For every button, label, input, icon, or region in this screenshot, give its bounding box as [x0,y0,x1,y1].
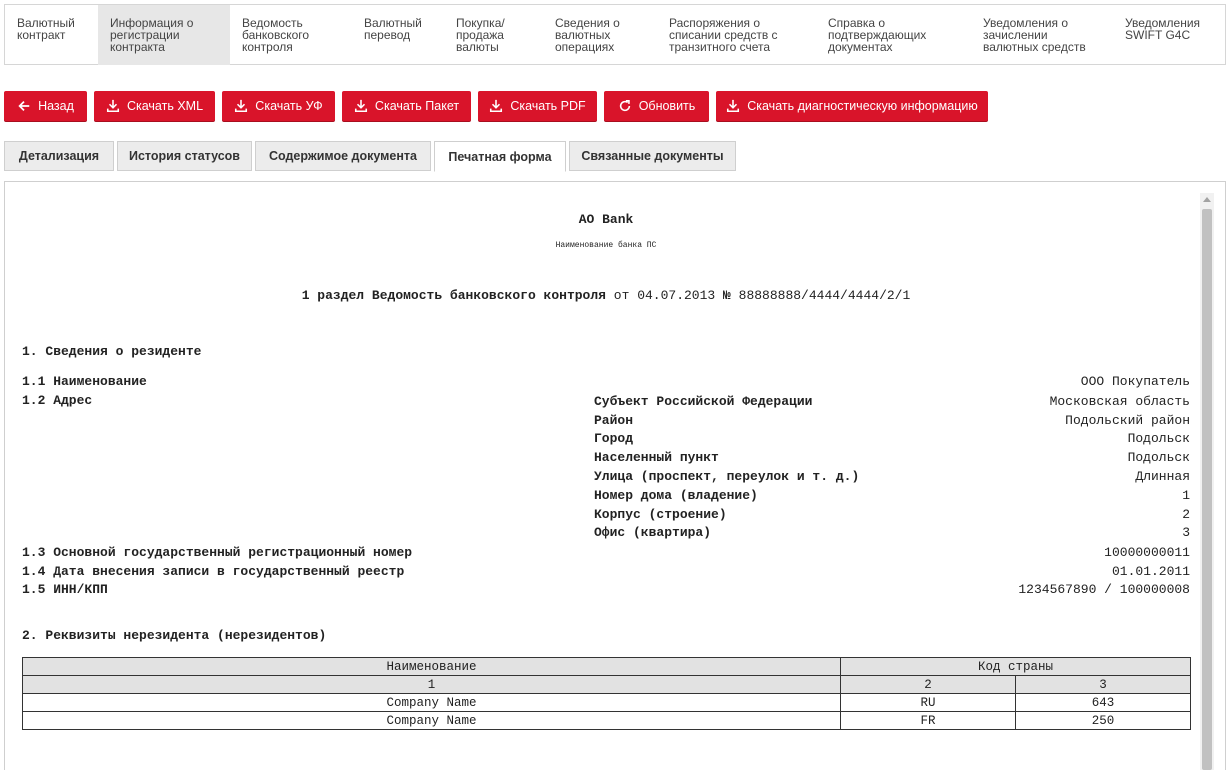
address-field-value: 3 [1182,525,1190,540]
name-value: ООО Покупатель [1080,374,1190,389]
download-packet-label: Скачать Пакет [374,99,460,113]
tab-print-form[interactable] [434,141,566,172]
document-title [0,288,1212,304]
download-icon [234,99,248,113]
registry-date-label: 1.4 Дата внесения записи в государственный реестр [22,564,405,579]
address-field-label: Улица (проспект, переулок и т. д.) [594,469,860,484]
nonresident-name: Company Name [23,694,841,712]
column-number: 3 [1016,676,1191,694]
nav-tab-label: Уведомления SWIFT G4C [1125,16,1201,42]
tab-status-history[interactable] [117,141,252,171]
nav-tab-currency-operations[interactable] [543,5,657,65]
nav-tab-label: Покупка/ продажа валюты [456,16,505,54]
back-button-label: Назад [38,99,74,113]
address-field-value: Подольск [1127,431,1190,446]
column-header-name: Наименование [23,658,841,676]
address-field-label: Район [594,413,634,428]
download-uf-button[interactable] [222,91,335,121]
download-icon [726,99,740,113]
download-uf-label: Скачать УФ [255,99,323,113]
address-field-label: Населенный пункт [594,450,719,465]
table-row [23,694,1191,712]
document-date: 04.07.2013 [637,288,716,303]
nav-tab-contract-registration[interactable] [98,5,230,65]
arrow-left-icon [17,99,31,113]
table-header-row [23,658,1191,676]
tab-document-content[interactable] [255,141,431,171]
tab-label: Содержимое документа [269,149,417,163]
registry-date-value: 01.01.2011 [1111,564,1190,579]
address-field-value: 2 [1182,507,1190,522]
address-field-value: Подольск [1127,450,1190,465]
address-field-value: 1 [1182,488,1190,503]
refresh-icon [618,99,632,113]
refresh-button[interactable] [604,91,709,121]
nav-tab-currency-exchange[interactable] [444,5,543,65]
column-header-country-code: Код страны [841,658,1191,676]
address-field-value: Подольский район [1065,413,1190,428]
inn-kpp-label: 1.5 ИНН/КПП [22,582,108,597]
nav-tab-label: Информация о регистрации контракта [110,16,194,54]
document-number: 88888888/4444/4444/2/1 [738,288,911,303]
nav-tab-label: Сведения о валютных операциях [555,16,620,54]
table-row [23,712,1191,730]
download-packet-button[interactable] [342,91,471,121]
nav-tab-label: Валютный перевод [364,16,422,42]
tab-label: Печатная форма [448,149,552,164]
download-icon [106,99,120,113]
tab-label: Детализация [18,149,100,163]
address-field-label: Корпус (строение) [594,507,727,522]
country-alpha-code: RU [841,694,1016,712]
country-alpha-code: FR [841,712,1016,730]
download-xml-label: Скачать XML [126,99,204,113]
download-xml-button[interactable] [94,91,215,121]
column-number: 2 [841,676,1016,694]
nav-tab-supporting-documents[interactable] [816,5,971,65]
nav-tab-currency-contract[interactable] [5,5,98,65]
address-field-label: Субъект Российской Федерации [594,394,813,409]
nav-tab-label: Ведомость банковского контроля [242,16,310,54]
refresh-label: Обновить [638,99,696,113]
address-field-label: Город [594,431,634,446]
nav-tab-crediting-notices[interactable] [971,5,1113,65]
address-field-label: Офис (квартира) [594,525,712,540]
nav-tab-currency-transfer[interactable] [352,5,444,65]
download-icon [354,99,368,113]
number-prefix: № [723,288,731,303]
bank-caption: Наименование банка ПС [555,241,657,250]
scroll-up-icon[interactable] [1203,197,1211,202]
date-prefix: от [613,288,630,303]
address-field-label: Номер дома (владение) [594,488,758,503]
table-number-row [23,676,1191,694]
column-number: 1 [23,676,841,694]
nav-tab-label: Распоряжения о списании средств с транзитного счета [669,16,778,54]
nav-tab-label: Справка о подтверждающих документах [828,16,927,54]
download-diagnostics-label: Скачать диагностическую информацию [747,99,978,113]
ogrn-label: 1.3 Основной государственный регистрационный номер [22,545,413,560]
download-pdf-button[interactable] [478,91,597,121]
tab-related-documents[interactable] [569,141,736,171]
nav-tab-swift-notices[interactable] [1113,5,1225,65]
name-label: 1.1 Наименование [22,374,147,389]
ogrn-value: 10000000011 [1104,545,1190,560]
country-numeric-code: 643 [1016,694,1191,712]
tab-label: Связанные документы [581,149,724,163]
nonresident-heading: 2. Реквизиты нерезидента (нерезидентов) [22,628,327,643]
nonresident-name: Company Name [23,712,841,730]
resident-heading: 1. Сведения о резиденте [22,344,202,359]
download-pdf-label: Скачать PDF [510,99,586,113]
bank-name: AO Bank [578,212,634,227]
tab-label: История статусов [129,149,240,163]
top-navigation [4,4,1226,65]
inn-kpp-value: 1234567890 / 100000008 [1018,582,1190,597]
nav-tab-label: Валютный контракт [17,16,75,42]
nonresident-table [22,657,1191,730]
nav-tab-label: Уведомления о зачислении валютных средств [983,16,1086,54]
nav-tab-bank-control-statement[interactable] [230,5,352,65]
tab-details[interactable] [4,141,114,171]
address-field-value: Московская область [1049,394,1190,409]
vertical-scrollbar[interactable] [1200,193,1214,770]
download-diagnostics-button[interactable] [716,91,988,121]
section-title: 1 раздел Ведомость банковского контроля [301,288,606,303]
country-numeric-code: 250 [1016,712,1191,730]
back-button[interactable] [4,91,87,121]
nav-tab-transit-account-orders[interactable] [657,5,816,65]
download-icon [489,99,503,113]
address-label: 1.2 Адрес [22,393,93,408]
address-field-value: Длинная [1135,469,1190,484]
